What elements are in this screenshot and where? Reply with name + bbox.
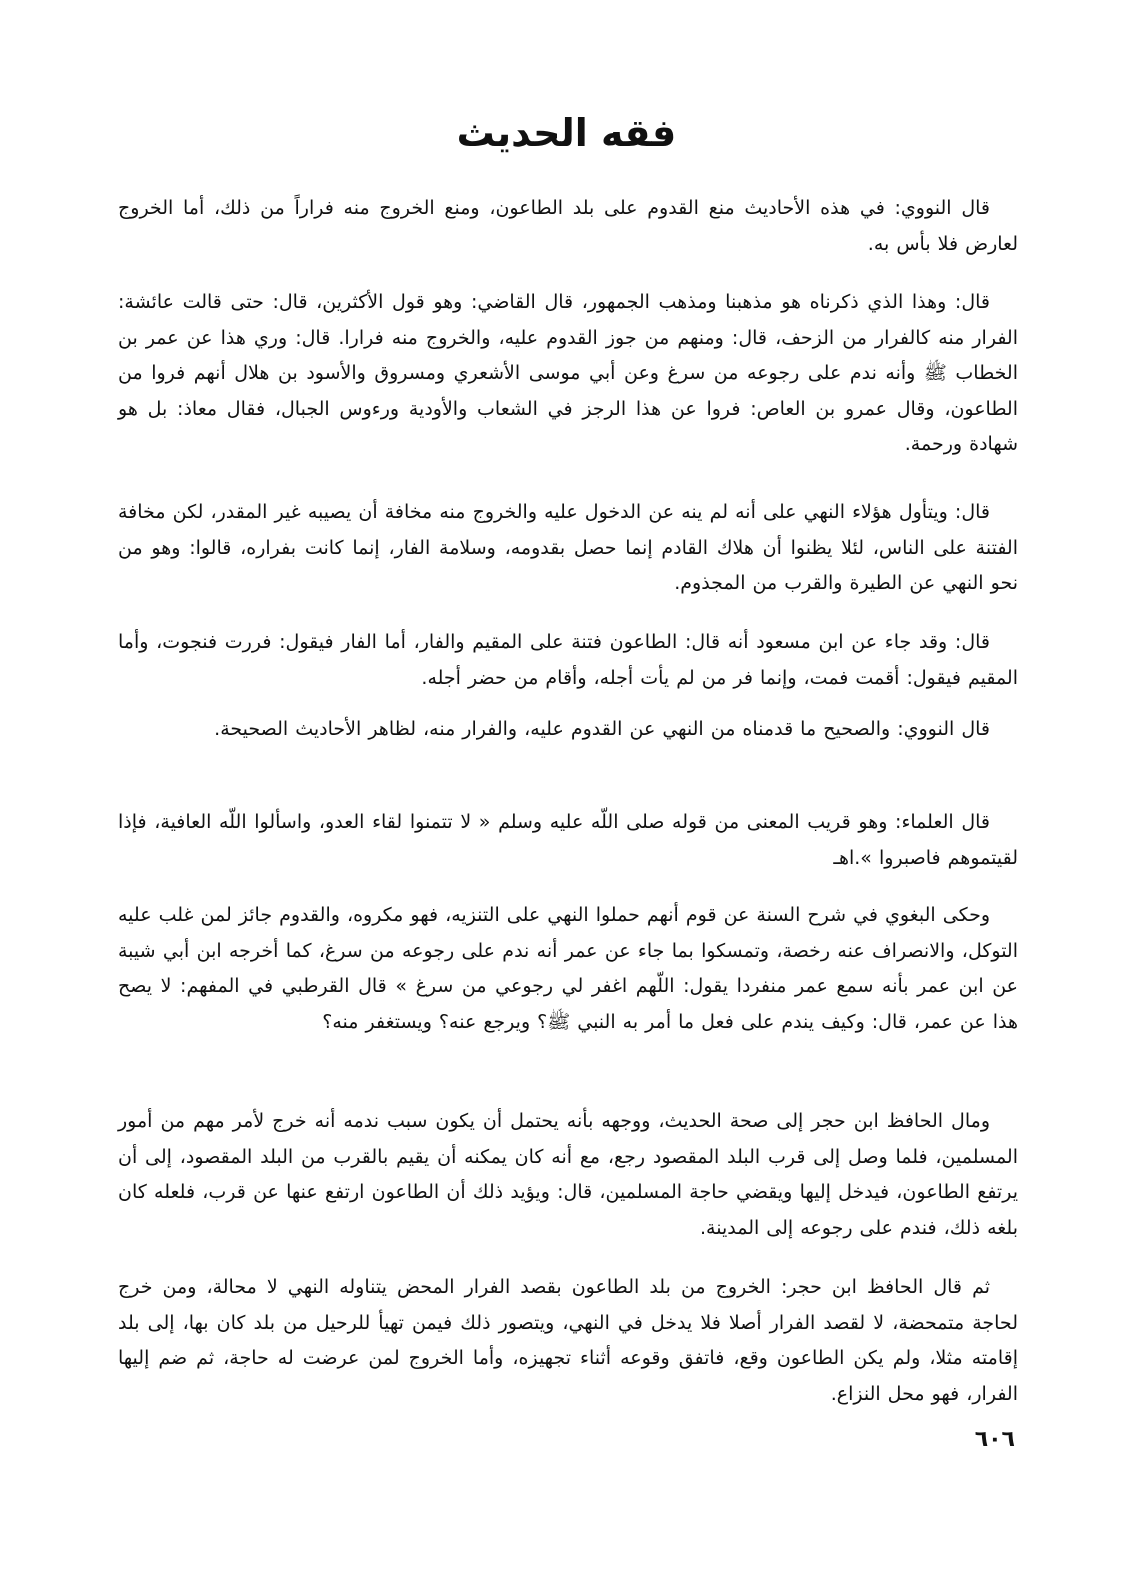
page-title: فقه الحديث <box>456 111 677 155</box>
paragraph: وحكى البغوي في شرح السنة عن قوم أنهم حملوا النهي على التنزيه، فهو مكروه، والقدوم جائز لمن غلب عليه التوكل، والانصراف عنه رخصة، وتمسكوا بما جاء عن عمر أنه ندم على رجوعه من سرغ، كما أخرجه ابن أبي شيبة عن ابن عمر بأنه سمع عمر منفردا يقول: اللّهم اغفر لي رجوعي من سرغ » قال القرطبي في المفهم: لا يصح هذا عن عمر، قال: وكيف يندم على فعل ما أمر به النبي ﷺ؟ ويرجع عنه؟ ويستغفر منه؟ <box>118 904 1018 1033</box>
paragraph: ثم قال الحافظ ابن حجر: الخروج من بلد الطاعون بقصد الفرار المحض يتناوله النهي لا محالة، ومن خرج لحاجة متمحضة، لا لقصد الفرار أصلا فلا يدخل في النهي، ويتصور ذلك فيمن تهيأ للرحيل من بلد كان بها، إلى بلد إقامته مثلا، ولم يكن الطاعون وقع، فاتفق وقوعه أثناء تجهيزه، وأما الخروج لمن عرضت له حاجة، ثم ضم إليها الفرار، فهو محل النزاع. <box>118 1276 1018 1405</box>
paragraph: قال النووي: في هذه الأحاديث منع القدوم على بلد الطاعون، ومنع الخروج منه فراراً من ذلك، أما الخروج لعارض فلا بأس به. <box>118 197 1018 255</box>
paragraph: ومال الحافظ ابن حجر إلى صحة الحديث، ووجهه بأنه يحتمل أن يكون سبب ندمه أنه خرج لأمر مهم من أمور المسلمين، فلما وصل إلى قرب البلد المقصود رجع، مع أنه كان يمكنه أن يقيم بالقرب من البلد المقصود، إلى أن يرتفع الطاعون، فيدخل إليها ويقضي حاجة المسلمين، قال: ويؤيد ذلك أن الطاعون ارتفع عنها عن قرب، فلعله كان بلغه ذلك، فندم على رجوعه إلى المدينة. <box>118 1110 1018 1239</box>
paragraph: قال العلماء: وهو قريب المعنى من قوله صلى اللّه عليه وسلم « لا تتمنوا لقاء العدو، واسألوا اللّه العافية، فإذا لقيتموهم فاصبروا ».اهـ <box>118 811 1018 869</box>
page-number: ٦٠٦ <box>974 1427 1015 1452</box>
paragraph: قال النووي: والصحيح ما قدمناه من النهي عن القدوم عليه، والفرار منه، لظاهر الأحاديث الصحيحة. <box>214 718 990 740</box>
paragraph: قال: وهذا الذي ذكرناه هو مذهبنا ومذهب الجمهور، قال القاضي: وهو قول الأكثرين، قال: حتى قالت عائشة: الفرار منه كالفرار من الزحف، قال: ومنهم من جوز القدوم عليه، والخروج منه فرارا. قال: وري هذا عن عمر بن الخطاب ﷺ وأنه ندم على رجوعه من سرغ وعن أبي موسى الأشعري ومسروق والأسود بن هلال أنهم فروا من الطاعون، وقال عمرو بن العاص: فروا عن هذا الرجز في الشعاب والأودية ورءوس الجبال، فقال معاذ: بل هو شهادة ورحمة. <box>118 291 1018 455</box>
paragraph: قال: ويتأول هؤلاء النهي على أنه لم ينه عن الدخول عليه والخروج منه مخافة أن يصيبه غير المقدر، لكن مخافة الفتنة على الناس، لئلا يظنوا أن هلاك القادم إنما حصل بقدومه، وسلامة الفار، إنما كانت بفراره، قالوا: وهو من نحو النهي عن الطيرة والقرب من المجذوم. <box>118 501 1018 594</box>
paragraph: قال: وقد جاء عن ابن مسعود أنه قال: الطاعون فتنة على المقيم والفار، أما الفار فيقول: فررت فنجوت، وأما المقيم فيقول: أقمت فمت، وإنما فر من لم يأت أجله، وأقام من حضر أجله. <box>118 631 1018 689</box>
